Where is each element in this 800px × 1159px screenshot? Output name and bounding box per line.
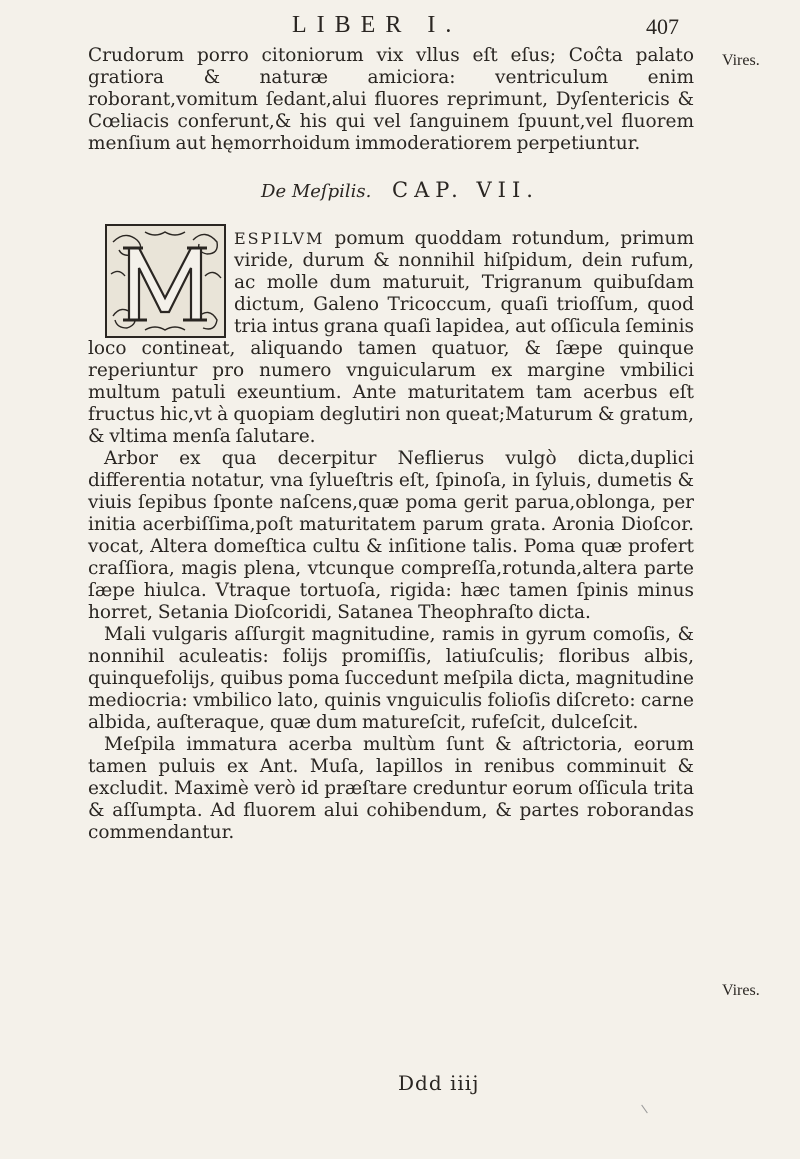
- margin-note-vires-2: Vires.: [722, 982, 760, 999]
- chapter-number: CAP. VII.: [392, 178, 539, 202]
- paragraph-mespila-immatura: Meſpila immatura acerba multùm ſunt & aſtrictoria, eorum tamen puluis ex Ant. Muſa, lapillos in renibus comminuit & excludit. Maximè verò id præſtare creduntur eorum oſſicula trita & aſſumpta. Ad fluorem alui cohibendum, & partes roborandas commendantur.: [88, 734, 694, 843]
- chapter-subject: De Meſpilis.: [261, 181, 372, 202]
- signature-mark: Ddd iiij: [398, 1071, 480, 1095]
- paragraph-text: Crudorum porro citoniorum vix vllus eſt eſus; Coĉta palato gratiora & naturæ amiciora: ventriculum enim roborant,vomitum ſedant,alui fluores reprimunt, Dyſentericis & Cœliacis conferunt,& his qui vel ſanguinem ſpuunt,vel fluorem menſium aut hęmorrhoidum immoderatiorem perpetiuntur.: [88, 45, 694, 154]
- margin-note-vires-1: Vires.: [722, 52, 760, 69]
- paragraph-text: pomum quoddam rotundum, primum viride, durum & nonnihil hiſpidum, dein rufum, ac molle dum maturuit, Trigranum quibuſdam dictum, Galeno Tricoccum, quaſi trioſſum, quod tria intus grana quaſi lapidea, aut oſſicula ſeminis loco contineat, aliquando tamen quatuor, & ſæpe quinque reperiuntur pro numero vnguicularum ex margine vmbilici multum patuli exeuntium. Ante maturitatem tam acerbus eſt fructus hic,vt à quopiam deglutiri non queat;Maturum & gratum, & vltima menſa ſalutare.: [88, 228, 694, 447]
- stray-mark: [641, 1105, 648, 1114]
- page-header: [0, 12, 800, 42]
- paragraph-arbor: Arbor ex qua decerpitur Neflierus vulgò dicta,duplici differentia notatur, vna ſylueſtris eſt, ſpinoſa, in ſyluis, dumetis & viuis ſepibus ſponte naſcens,quæ poma gerit parua,oblonga, per initia acerbiſſima,poſt maturitatem parum grata. Aronia Dioſcor. vocat, Altera domeſtica cultu & inſitione talis. Poma quæ profert craſſiora, magis plena, vtcunque compreſſa,rotunda,altera parte ſæpe hiulca. Vtraque tortuoſa, rigida: hæc tamen ſpinis minus horret, Setania Dioſcoridi, Sataneа Theophraſto dicta.: [88, 448, 694, 623]
- paragraph-mali: Mali vulgaris aſſurgit magnitudine, ramis in gyrum comoſis, & nonnihil aculeatis: folijs promiſſis, latiuſculis; floribus albis, quinquefolijs, quibus poma ſuccedunt meſpila dicta, magnitudine mediocria: vmbilico lato, quinis vnguiculis folioſis diſcreto: carne albida, auſteraque, quæ dum matureſcit, rufeſcit, dulceſcit.: [88, 624, 694, 733]
- running-head: LIBER I.: [292, 12, 462, 38]
- paragraph-mespilum: [88, 228, 694, 844]
- lead-word: ESPILVM: [234, 229, 325, 248]
- paragraph-citoniorum: [88, 45, 694, 155]
- chapter-heading: [0, 178, 800, 202]
- page-number: 407: [646, 14, 679, 39]
